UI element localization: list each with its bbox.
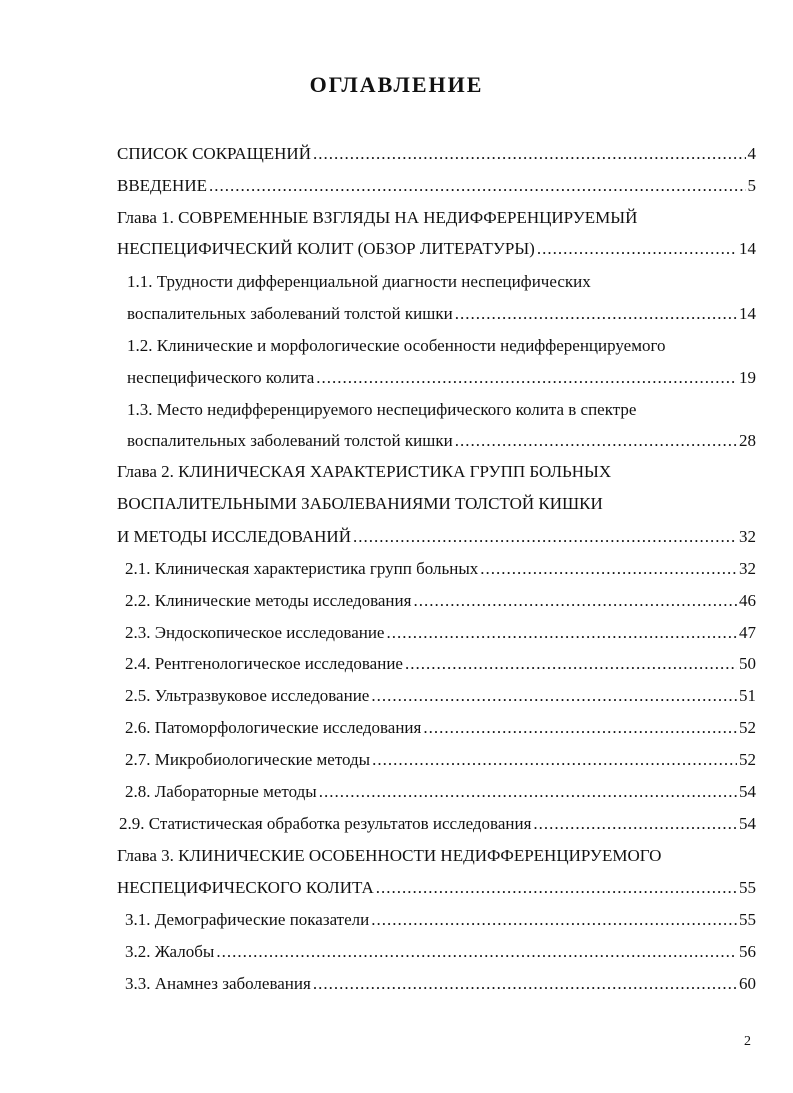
leader-dots [353,526,737,548]
leader-dots [405,653,737,675]
toc-entry[interactable] [127,271,756,293]
toc-entry[interactable] [125,973,756,995]
toc-entry-page: 55 [739,910,756,929]
toc-entry[interactable] [117,238,756,260]
toc-entry-page: 46 [739,591,756,610]
toc-entry-text: воспалительных заболеваний толстой кишки [127,304,453,323]
toc-entry-text: 2.2. Клинические методы исследования [125,591,412,610]
toc-entry-page: 56 [739,942,756,961]
toc-entry-text: 2.3. Эндоскопическое исследование [125,623,385,642]
toc-entry-text: Глава 3. КЛИНИЧЕСКИЕ ОСОБЕННОСТИ НЕДИФФЕРЕНЦИРУЕМОГО [117,846,662,865]
toc-entry-page: 5 [747,176,756,195]
leader-dots [313,973,737,995]
toc-entry[interactable] [117,175,756,197]
leader-dots [480,558,737,580]
toc-entry-page: 55 [739,878,756,897]
toc-entry-text: 2.1. Клиническая характеристика групп больных [125,559,479,578]
toc-entry-page: 54 [739,782,756,801]
toc-entry-text: Глава 1. СОВРЕМЕННЫЕ ВЗГЛЯДЫ НА НЕДИФФЕРЕНЦИРУЕМЫЙ [117,208,638,227]
leader-dots [319,781,737,803]
toc-entry[interactable] [117,877,756,899]
toc-entry[interactable] [117,526,756,548]
leader-dots [371,909,737,931]
toc-entry-page: 52 [739,718,756,737]
leader-dots [455,303,737,325]
leader-dots [216,941,737,963]
toc-entry[interactable] [125,558,756,580]
toc-entry-page: 52 [739,750,756,769]
toc-entry-text: И МЕТОДЫ ИССЛЕДОВАНИЙ [117,527,351,546]
toc-entry-text: 2.7. Микробиологические методы [125,750,371,769]
toc-entry[interactable] [125,717,756,739]
page-title: ОГЛАВЛЕНИЕ [309,72,484,97]
toc-entry-text: 2.9. Статистическая обработка результатов исследования [119,814,532,833]
toc-entry-page: 14 [739,239,756,258]
toc-entry-page: 54 [739,814,756,833]
toc-entry-page: 47 [739,623,756,642]
leader-dots [209,175,746,197]
leader-dots [376,877,737,899]
toc-entry[interactable] [117,493,756,515]
toc-entry-page: 51 [739,686,756,705]
leader-dots [316,367,737,389]
leader-dots [371,685,737,707]
toc-entry[interactable] [125,590,756,612]
toc-entry[interactable] [117,845,756,867]
toc-entry[interactable] [127,335,756,357]
toc-entry-text: 2.4. Рентгенологическое исследование [125,654,403,673]
toc-entry-page: 32 [739,527,756,546]
leader-dots [313,143,746,165]
toc-entry-text: СПИСОК СОКРАЩЕНИЙ [117,144,311,163]
toc-entry[interactable] [125,653,756,675]
toc-entry[interactable] [117,143,756,165]
toc-entry-page: 4 [747,144,756,163]
leader-dots [413,590,737,612]
toc-entry-text: неспецифического колита [127,368,315,387]
toc-entry-text: НЕСПЕЦИФИЧЕСКИЙ КОЛИТ (ОБЗОР ЛИТЕРАТУРЫ) [117,239,535,258]
toc-entry-text: 1.3. Место недифференцируемого неспецифического колита в спектре [127,400,637,419]
toc-entry-text: 2.6. Патоморфологические исследования [125,718,422,737]
toc-entry-page: 50 [739,654,756,673]
toc-entry[interactable] [127,303,756,325]
toc-entry[interactable] [127,430,756,452]
toc-entry[interactable] [125,622,756,644]
leader-dots [423,717,737,739]
toc-entry-text: 3.1. Демографические показатели [125,910,370,929]
toc-entry[interactable] [117,461,756,483]
toc-entry-text: 3.2. Жалобы [125,942,215,961]
toc-entry-text: 1.1. Трудности дифференциальной диагности неспецифических [127,272,591,291]
toc-entry[interactable] [127,399,756,421]
leader-dots [537,238,737,260]
toc-entry-page: 32 [739,559,756,578]
toc-entry-text: ВВЕДЕНИЕ [117,176,207,195]
toc-entry[interactable] [125,941,756,963]
toc-entry[interactable] [125,909,756,931]
toc-entry-text: 1.2. Клинические и морфологические особенности недифференцируемого [127,336,666,355]
toc-entry-text: НЕСПЕЦИФИЧЕСКОГО КОЛИТА [117,878,374,897]
leader-dots [455,430,737,452]
toc-entry-text: 2.8. Лабораторные методы [125,782,317,801]
toc-entry[interactable] [125,685,756,707]
toc-entry[interactable] [125,749,756,771]
toc-entry[interactable] [127,367,756,389]
toc-entry-text: воспалительных заболеваний толстой кишки [127,431,453,450]
toc-entry-page: 14 [739,304,756,323]
toc-entry[interactable] [119,813,756,835]
leader-dots [533,813,737,835]
toc-entry-page: 19 [739,368,756,387]
page-number: 2 [744,1034,751,1049]
leader-dots [372,749,737,771]
toc-entry[interactable] [125,781,756,803]
toc-entry-text: 2.5. Ультразвуковое исследование [125,686,370,705]
toc-entry-text: ВОСПАЛИТЕЛЬНЫМИ ЗАБОЛЕВАНИЯМИ ТОЛСТОЙ КИШКИ [117,494,603,513]
leader-dots [386,622,737,644]
toc-entry-text: 3.3. Анамнез заболевания [125,974,311,993]
toc-entry-text: Глава 2. КЛИНИЧЕСКАЯ ХАРАКТЕРИСТИКА ГРУПП БОЛЬНЫХ [117,462,612,481]
toc-entry-page: 28 [739,431,756,450]
toc-entry-page: 60 [739,974,756,993]
toc-entry[interactable] [117,207,756,229]
